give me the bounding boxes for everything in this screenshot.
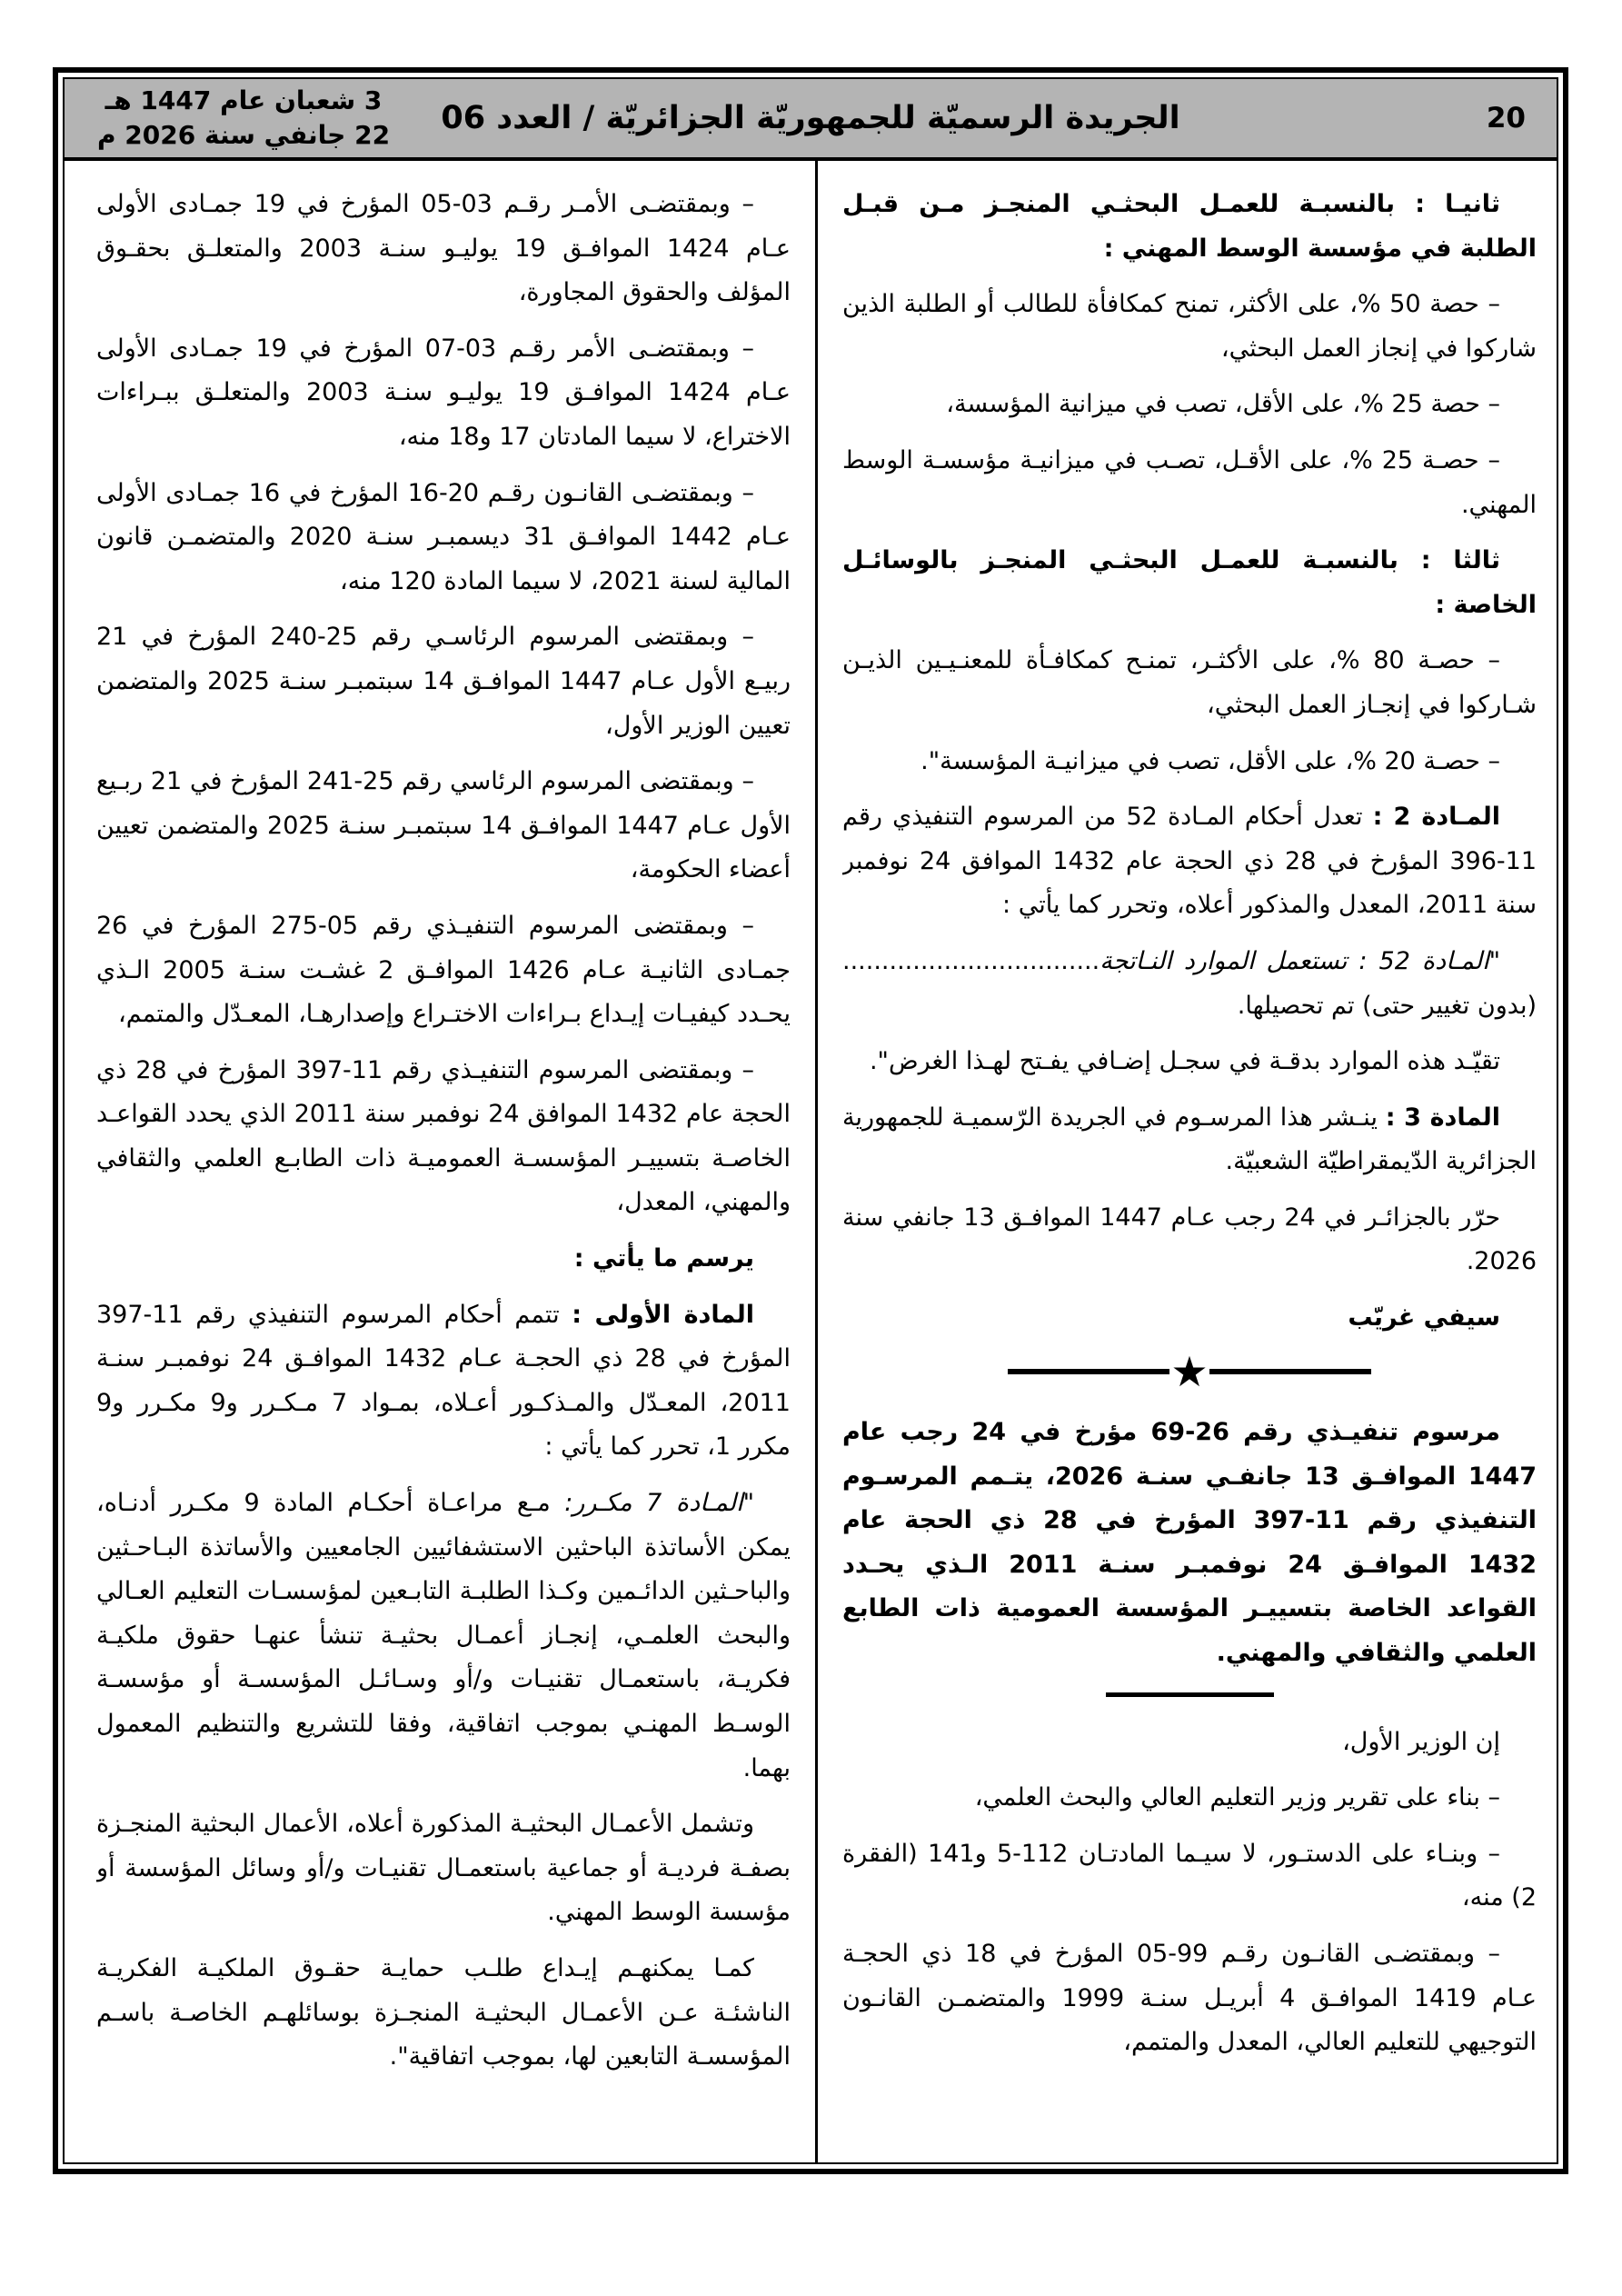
page-frame [53,67,1568,2174]
star-icon: ★ [1170,1346,1209,1396]
citation-law-20-16: – وبمقتضـى القانـون رقـم 20‑16 المؤرخ في 16 جمـادى الأولى عـام 1442 الموافـق 31 ديسمبـر سنـة 2020 والمتضمـن قانون المالية لسنة 2021، لا سيما المادة 120 منه، [96,478,791,595]
article-52-quote [842,940,1537,1028]
heading-secondly: ثانيـا : بالنسبـة للعمـل البحثـي المنجـز مـن قبـل الطلبة في مؤسسة الوسط المهني : [842,190,1537,263]
article-7-bis-text: مـع مراعـاة أحكـام المادة 9 مكـرر أدنـاه، يمكن الأساتذة الباحثين الاستشفائيين الجامعيين والأساتذة البـاحـثين والباحـثين الدائـمين وكـذا الطلبـة التابـعين لمؤسسـات التعليم العـالي والبحث العلمـي، إنجـاز أعمـال بحثيـة تنشأ عنهـا حقوق ملكيـة فكريـة، باستعمـال تقنيـات و/أو وسـائـل المؤسسـة أو مؤسسـة الوسـط المهنـي بموجب اتفاقية، وفقا للتشريع والتنظيم المعمول بهما. [96,1489,791,1782]
article-3-text: ينـشر هذا المرسـوم في الجريدة الرّسميـة للجمهورية الجزائرية الدّيمقراطيّة الشعبيّة. [842,1103,1537,1176]
journal-title: الجريدة الرسميّة للجمهوريّة الجزائريّة / العدد 06 [441,100,1180,136]
page-number: 20 [1486,102,1526,135]
star-divider [1008,1346,1371,1396]
page-content [65,161,1557,2162]
article-3 [842,1096,1537,1184]
page-frame-inner [63,77,1558,2164]
column-left [96,161,791,2162]
clause-students-25-institution: – حصة 25 %، على الأقل، تصب في ميزانية المؤسسة، [946,390,1500,419]
article-1 [96,1293,791,1470]
citation-constitution: – وبنـاء على الدستـور، لا سيـما المادتـان 112‑5 و141 (الفقرة 2) منه، [842,1839,1537,1912]
article-52-label: "المـادة 52 : تستعمل الموارد النـاتجة [1100,946,1500,975]
article-7-bis-quote [96,1482,791,1791]
citation-decree-11-397: – وبمقتضى المرسوم التنفيـذي رقم 11‑397 المؤرخ في 28 ذي الحجة عام 1432 الموافق 24 نوفمبر سنة 2011 الذي يحدد القواعـد الخاصـة بتسييـر المؤسسـة العموميـة ذات الطابـع العلمي والثقافي والمهني، المعدل، [96,1055,791,1217]
heading-thirdly: ثالثا : بالنسبـة للعمـل البحثـي المنجـز بالوسائـل الخاصة : [842,546,1537,619]
article-1-text: تتمم أحكام المرسوم التنفيذي رقم 11‑397 المؤرخ في 28 ذي الحجـة عـام 1432 الموافـق 24 نوفمبـر سنـة 2011، المعـدّل والمـذكـور أعـلاه، بمـواد 7 مـكـرر و9 مكـرر و9 مكرر 1، تحرر كما يأتي : [96,1300,791,1462]
enacting-formula: يرسم ما يأتي : [573,1244,754,1273]
para-ip-protection: كمـا يمكنهـم إيـداع طلـب حمايـة حقـوق الملكيـة الفكريـة الناشئـة عـن الأعمـال البحثيـة المنجـزة بوسائلهـم الخاصـة باسـم المؤسسـة التابعين لها، بموجب اتفاقية". [96,1953,791,2071]
article-2-text: تعدل أحكام المـادة 52 من المرسوم التنفيذي رقم 11‑396 المؤرخ في 28 ذي الحجة عام 1432 الموافق 24 نوفمبر سنة 2011، المعدل والمذكور أعلاه، وتحرر كما يأتي : [842,803,1537,920]
clause-students-25-professional: – حصـة 25 %، على الأقـل، تصـب في ميزانيـة مؤسسـة الوسط المهني. [842,445,1537,519]
divider-line-right [1209,1369,1371,1374]
article-3-label: المادة 3 : [1385,1103,1501,1132]
clause-students-50: – حصة 50 %، على الأكثر، تمنح كمكافأة للطالب أو الطلبة الذين شاركوا في إنجاز العمل البحثي، [842,290,1537,363]
date-gregorian: 22 جانفي سنة 2026 م [97,120,391,150]
article-7-bis-label: "المـادة 7 مكـرر: [564,1489,754,1518]
citation-ordinance-03-05: – وبمقتضـى الأمـر رقـم 03‑05 المؤرخ في 19 جمـادى الأولى عـام 1424 الموافـق 19 يوليـو سنـة 2003 والمتعلـق بحقـوق المؤلف والحقوق المجاورة، [96,190,791,307]
citation-decree-05-275: – وبمقتضى المرسوم التنفيـذي رقم 05‑275 المؤرخ في 26 جمـادى الثانيـة عـام 1426 الموافـق 2 غشـت سنـة 2005 الـذي يحـدد كيفيـات إيـداع بـراءات الاختـراع وإصدارهـا، المعـدّل والمتمم، [96,911,791,1029]
citation-ordinance-03-07: – وبمقتضـى الأمر رقـم 03‑07 المؤرخ في 19 جمـادى الأولى عـام 1424 الموافـق 19 يوليـو سنـة 2003 والمتعلـق ببـراءات الاختراع، لا سيما المادتان 17 و18 منه، [96,334,791,451]
masthead [65,79,1557,161]
para-done-at-algiers: حرّر بالجزائـر في 24 رجب عـام 1447 الموافـق 13 جانفي سنة 2026. [842,1203,1537,1276]
article-52-text: ................................. (بدون تغيير حتى) تم تحصيلها. [842,946,1537,1020]
citation-decree-25-241: – وبمقتضى المرسوم الرئاسي رقم 25‑241 المؤرخ في 21 ربـيع الأول عـام 1447 الموافـق 14 سبتمبـر سنـة 2025 والمتضمن تعيين أعضاء الحكومة، [96,767,791,884]
para-research-works-scope: وتشمل الأعمـال البحثيـة المذكورة أعلاه، الأعمال البحثية المنجـزة بصفـة فرديـة أو جماعية باستعمـال تقنيـات و/أو وسائل المؤسسة أو مؤسسة الوسط المهني. [96,1810,791,1927]
date-hijri: 3 شعبان عام 1447 هـ [104,85,383,116]
citation-law-99-05: – وبمقتضـى القانـون رقـم 99‑05 المؤرخ في 18 ذي الحجـة عـام 1419 الموافـق 4 أبريـل سنـة 1999 والمتضمـن القانـون التوجيهي للتعليم العالي، المعدل والمتمم، [842,1939,1537,2057]
para-resources-register: تقيّـد هذه الموارد بدقـة في سجـل إضـافي يفـتح لهـذا الغرض". [869,1047,1500,1076]
section-rule [1106,1692,1274,1697]
citation-decree-25-240: – وبمقتضى المرسوم الرئاسـي رقم 25‑240 المؤرخ في 21 ربيـع الأول عـام 1447 الموافـق 14 سبتمبـر سنـة 2025 والمتضمن تعيين الوزير الأول، [96,623,791,740]
signature: سيفي غريّب [1348,1303,1500,1333]
clause-own-means-20: – حصـة 20 %، على الأقل، تصب في ميزانيـة المؤسسة". [920,746,1500,775]
masthead-dates [97,84,390,153]
article-2 [842,795,1537,928]
clause-own-means-80: – حصـة 80 %، على الأكثـر، تمنـح كمكافـأة للمعنـيـين الذيـن شـاركوا في إنجـاز العمل البحثي، [842,646,1537,719]
decree-title: مرسوم تنفيـذي رقم 26‑69 مؤرخ في 24 رجب عام 1447 الموافـق 13 جانفـي سنـة 2026، يتـمم المرسـوم التنفيذي رقم 11‑397 المؤرخ في 28 ذي الحجة عام 1432 الموافـق 24 نوفمبـر سنـة 2011 الـذي يحـدد القواعد الخاصة بتسييـر المؤسسة العمومية ذات الطابع العلمي والثقافي والمهني. [842,1418,1537,1668]
para-prime-minister: إن الوزير الأول، [1342,1727,1500,1756]
article-1-label: المادة الأولى : [572,1300,754,1329]
column-right [842,161,1537,2162]
article-2-label: المـادة 2 : [1372,803,1500,832]
citation-report-minister: – بناء على تقرير وزير التعليم العالي والبحث العلمي، [974,1783,1500,1812]
divider-line-left [1008,1369,1169,1374]
column-divider [815,161,818,2162]
